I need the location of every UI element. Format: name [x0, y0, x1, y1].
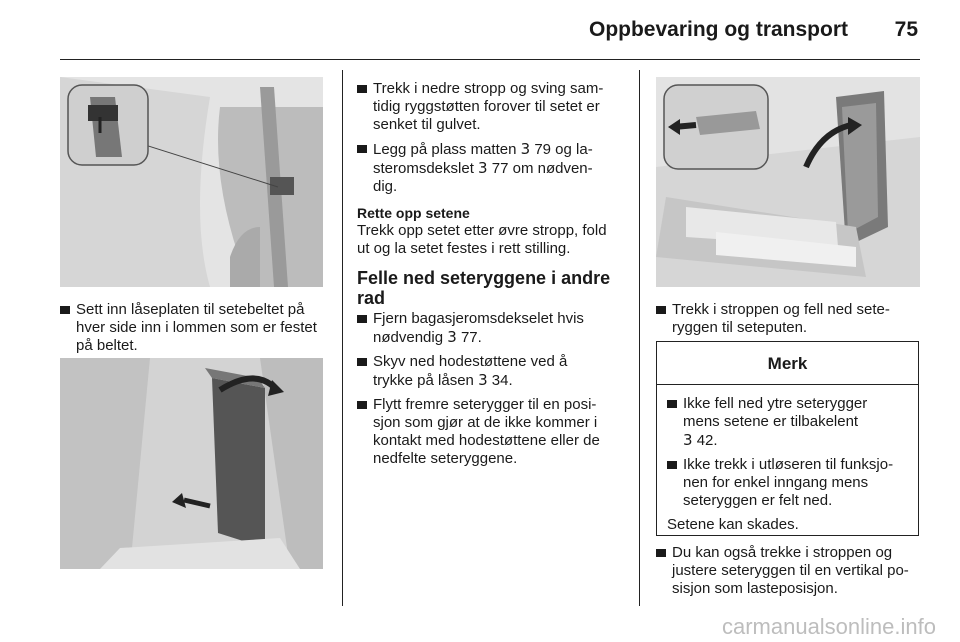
list-item: Fjern bagasjeromsdekselet hvis nødvendig 3 77. — [357, 310, 627, 347]
left-column-text — [60, 301, 330, 361]
bullet-square — [60, 306, 70, 314]
list-item: Flytt fremre seterygger til en posi- sjon som gjør at de ikke kommer i kontakt med hodestøttene eller de nedfelte seteryggene. — [357, 396, 627, 468]
watermark: carmanualsonline.info — [721, 614, 936, 639]
note-title: Merk — [657, 342, 918, 385]
page-title: Oppbevaring og transport — [588, 18, 848, 41]
header-rule — [60, 59, 920, 60]
note-body — [657, 385, 918, 540]
page-ref-icon[interactable]: 3 — [520, 140, 531, 158]
rear-seat-illustration — [656, 77, 920, 287]
page-ref-icon[interactable]: 3 — [478, 371, 488, 389]
seatbelt-illustration — [60, 77, 323, 287]
list-item: Trekk i nedre stropp og sving sam- tidig ryggstøtten forover til setet er senket til gulvet. — [357, 80, 627, 134]
list-item: Ikke trekk i utløseren til funksjo- nen for enkel inngang mens seteryggen er felt ned. — [667, 456, 908, 510]
list-item: Trekk i stroppen og fell ned sete- ryggen til seteputen. — [656, 301, 924, 337]
right-column-text — [656, 301, 924, 343]
middle-column-text — [357, 80, 627, 474]
bullet-square — [656, 306, 666, 314]
right-column-text-bottom — [656, 544, 926, 604]
column-divider-1 — [342, 70, 343, 606]
list-item: Sett inn låseplaten til setebeltet på hver side inn i lommen som er festet på beltet. — [60, 301, 330, 355]
page-ref-icon[interactable]: 3 — [683, 431, 693, 449]
bullet-square — [357, 358, 367, 366]
list-item: Du kan også trekke i stroppen og justere seteryggen til en vertikal po- sisjon som lasteposisjon. — [656, 544, 926, 598]
list-item: Ikke fell ned ytre seterygger mens setene er tilbakelent 3 42. — [667, 395, 908, 450]
list-item: Skyv ned hodestøttene ved å trykke på låsen 3 34. — [357, 353, 627, 390]
note-text: Setene kan skades. — [667, 516, 799, 533]
seat-fold-illustration — [60, 358, 323, 569]
list-item: Legg på plass matten 3 79 og la- steromsdekslet 3 77 om nødven- dig. — [357, 140, 627, 196]
page-ref-icon[interactable]: 3 — [478, 159, 488, 177]
bullet-square — [357, 85, 367, 93]
bullet-square — [667, 400, 677, 408]
section-heading: Felle ned seteryggene i andre rad — [357, 268, 611, 308]
page-ref-icon[interactable]: 3 — [447, 328, 457, 346]
bullet-square — [357, 145, 367, 153]
bullet-square — [667, 461, 677, 469]
subheading: Rette opp setene — [357, 205, 470, 221]
note-box — [656, 341, 919, 536]
bullet-square — [357, 401, 367, 409]
paragraph: Trekk opp setet etter øvre stropp, fold ut og la setet festes i rett stilling. — [357, 222, 607, 257]
bullet-square — [357, 315, 367, 323]
column-divider-2 — [639, 70, 640, 606]
page-number: 75 — [894, 18, 918, 41]
bullet-square — [656, 549, 666, 557]
